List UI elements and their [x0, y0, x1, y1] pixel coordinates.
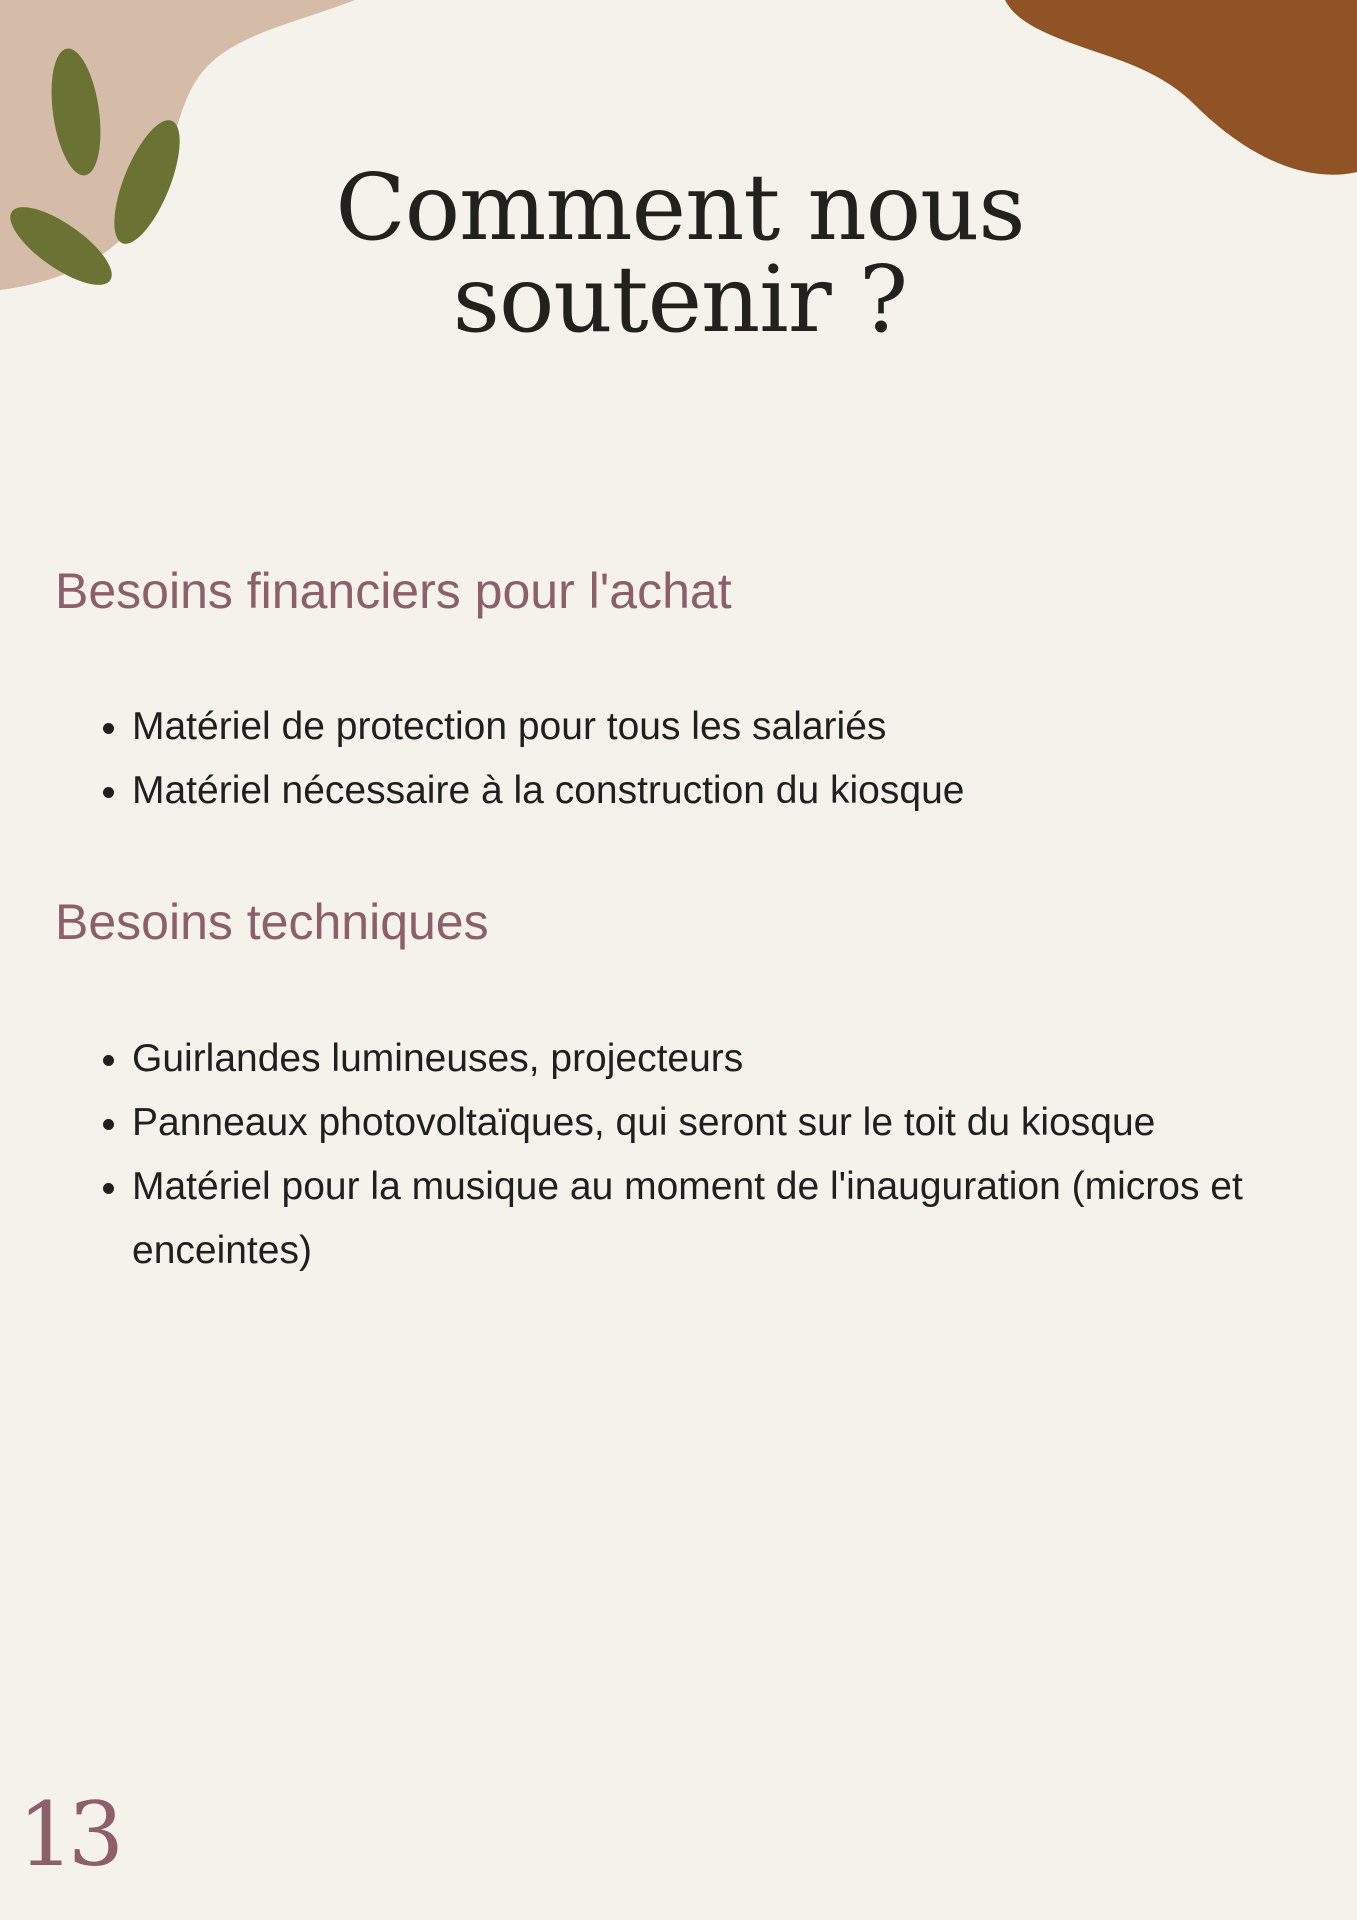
list-item: • Matériel de protection pour tous les salariés — [132, 695, 1357, 759]
list-item: • Guirlandes lumineuses, projecteurs — [132, 1027, 1357, 1091]
page-title-line1: Comment nous — [335, 154, 1025, 261]
page-title — [230, 154, 1130, 353]
technical-needs-list — [88, 1027, 1357, 1283]
page-number: 13 — [18, 1783, 118, 1886]
page-title-line2: soutenir ? — [452, 246, 908, 353]
section-heading-technical: Besoins techniques — [55, 894, 489, 950]
list-item: • Matériel nécessaire à la construction du kiosque — [132, 759, 1357, 823]
section-heading-financial: Besoins financiers pour l'achat — [55, 563, 732, 619]
financial-needs-list — [88, 695, 1357, 823]
brown-blob-shape — [1005, 0, 1357, 175]
list-item: • Panneaux photovoltaïques, qui seront sur le toit du kiosque — [132, 1091, 1357, 1155]
list-item: • Matériel pour la musique au moment de l'inauguration (micros et enceintes) — [132, 1155, 1357, 1283]
